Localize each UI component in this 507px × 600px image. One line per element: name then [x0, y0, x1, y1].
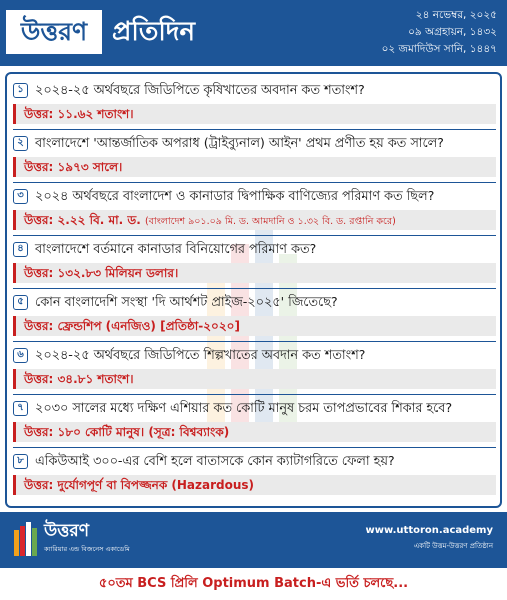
- question-text: কোন বাংলাদেশি সংস্থা 'দি আর্থশট প্রাইজ-২০২৫' জিতেছে?: [35, 295, 338, 310]
- answer-row: [13, 263, 496, 283]
- question-number: ২: [13, 136, 28, 151]
- qa-item: [13, 133, 496, 177]
- question-text: ২০২৪ অর্থবছরে বাংলাদেশ ও কানাডার দ্বিপাক্ষিক বাণিজ্যের পরিমাণ কত ছিল?: [35, 189, 435, 204]
- answer-row: [13, 316, 496, 336]
- answer-value: উত্তর: ২.২২ বি. মা. ড.: [24, 213, 141, 227]
- question-number: ৬: [13, 348, 28, 363]
- question-row: [13, 292, 496, 314]
- qa-item: [13, 186, 496, 230]
- divider: [13, 394, 496, 395]
- answer-row: [13, 157, 496, 177]
- question-number: ১: [13, 83, 28, 98]
- answer-text: উত্তর: ১৩২.৮৩ মিলিয়ন ডলার।: [24, 266, 179, 280]
- brand-name: উত্তরণ: [20, 17, 88, 46]
- qa-item: [13, 239, 496, 283]
- question-text: ২০২৪-২৫ অর্থবছরে জিডিপিতে কৃষিখাতের অবদান কত শতাংশ?: [35, 83, 365, 98]
- question-number: ৮: [13, 454, 28, 469]
- question-row: [13, 80, 496, 102]
- question-row: [13, 451, 496, 473]
- website-link[interactable]: www.uttoron.academy: [365, 525, 493, 536]
- question-number: ৫: [13, 295, 28, 310]
- answer-text: উত্তর: ১৮০ কোটি মানুষ। (সূত্র: বিশ্বব্যাংক): [24, 425, 230, 439]
- divider: [13, 129, 496, 130]
- answer-text: উত্তর: ফ্রেন্ডশিপ (এনজিও) [প্রতিষ্ঠা-২০২০]: [24, 319, 240, 333]
- promo-banner[interactable]: ৫০তম BCS প্রিলি Optimum Batch-এ ভর্তি চলছে...: [0, 568, 507, 600]
- question-text: ২০৩০ সালের মধ্যে দক্ষিণ এশিয়ার কত কোটি মানুষ চরম তাপপ্রভাবের শিকার হবে?: [35, 401, 453, 416]
- qa-item: [13, 80, 496, 124]
- answer-row: [13, 369, 496, 389]
- question-row: [13, 186, 496, 208]
- uttoron-logo-icon: [12, 520, 40, 558]
- footer-brand-tagline: ক্যারিয়ার এন্ড বিজনেস একাডেমি: [44, 545, 130, 553]
- divider: [13, 447, 496, 448]
- question-text: বাংলাদেশে বর্তমানে কানাডার বিনিয়োগের পরিমাণ কত?: [35, 242, 317, 257]
- header-bar: [0, 0, 507, 66]
- divider: [13, 182, 496, 183]
- footer-bar: [0, 512, 507, 568]
- question-row: [13, 345, 496, 367]
- answer-row: [13, 475, 496, 495]
- qa-item: [13, 398, 496, 442]
- divider: [13, 235, 496, 236]
- date-hijri: ০২ জমাদিউস সানি, ১৪৪৭: [381, 43, 497, 55]
- question-text: ২০২৪-২৫ অর্থবছরে জিডিপিতে শিল্পখাতের অবদান কত শতাংশ?: [35, 348, 366, 363]
- answer-row: [13, 422, 496, 442]
- question-row: [13, 133, 496, 155]
- question-text: বাংলাদেশে 'আন্তর্জাতিক অপরাধ (ট্রাইব্যুনাল) আইন' প্রথম প্রণীত হয় কত সালে?: [35, 136, 444, 151]
- divider: [13, 341, 496, 342]
- date-block: [382, 7, 497, 58]
- question-number: ৪: [13, 242, 28, 257]
- brand-logo-box: [6, 10, 102, 54]
- question-row: [13, 398, 496, 420]
- answer-note: (বাংলাদেশ ৯০১.০৯ মি. ড. আমদানি ও ১.৩২ বি. ড. রপ্তানি করে): [144, 216, 396, 227]
- answer-text: উত্তর: দুর্যোগপূর্ণ বা বিপজ্জনক (Hazardous): [24, 478, 255, 492]
- question-text: একিউআই ৩০০-এর বেশি হলে বাতাসকে কোন ক্যাটাগরিতে ফেলা হয়?: [35, 454, 395, 469]
- qa-card: [5, 72, 502, 508]
- answer-text: [24, 210, 396, 232]
- answer-text: উত্তর: ১৯৭৩ সালে।: [24, 160, 123, 174]
- question-row: [13, 239, 496, 261]
- answer-row: [13, 210, 496, 230]
- qa-item: [13, 451, 496, 495]
- answer-text: উত্তর: ৩৪.৮১ শতাংশ।: [24, 372, 134, 386]
- answer-text: উত্তর: ১১.৬২ শতাংশ।: [24, 107, 134, 121]
- qa-item: [13, 292, 496, 336]
- date-bengali: ০৯ অগ্রহায়ন, ১৪৩২: [408, 26, 497, 38]
- page-title: প্রতিদিন: [112, 17, 195, 47]
- footer-brand-name: উত্তরণ: [44, 521, 90, 541]
- website-tagline: একটি উত্তম-উত্তরণ প্রতিষ্ঠান: [413, 542, 493, 550]
- divider: [13, 288, 496, 289]
- qa-item: [13, 345, 496, 389]
- question-number: ৭: [13, 401, 28, 416]
- question-number: ৩: [13, 189, 28, 204]
- answer-row: [13, 104, 496, 124]
- date-gregorian: ২৪ নভেম্বর, ২০২৫: [415, 9, 497, 21]
